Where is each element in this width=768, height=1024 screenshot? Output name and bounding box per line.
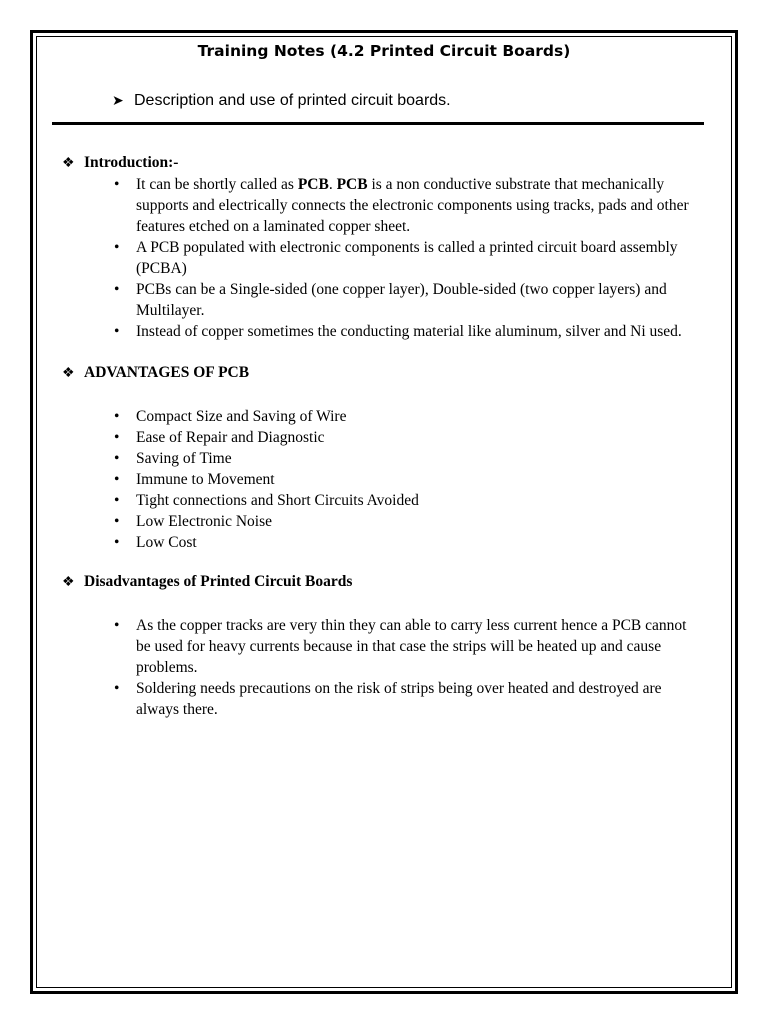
section-heading [62,571,692,593]
bullet-icon: • [114,176,120,193]
bullet-icon: • [114,513,120,530]
list-item-text: Ease of Repair and Diagnostic [136,429,325,446]
list-item [62,511,692,532]
list-item-text: Tight connections and Short Circuits Avoided [136,492,419,509]
list-item-text: Low Electronic Noise [136,513,273,530]
header-divider [52,122,704,125]
section-heading-text: Introduction:- [84,154,179,171]
section-heading-text: Disadvantages of Printed Circuit Boards [84,573,353,590]
list-item [62,427,692,448]
document-body [62,152,692,720]
subtitle-line [112,92,451,110]
bullet-icon: • [114,492,120,509]
bullet-list [62,406,692,553]
list-item-text: . [328,176,337,193]
list-item-text: Instead of copper sometimes the conducting material like aluminum, silver and Ni used. [136,323,682,340]
bullet-icon: • [114,534,120,551]
bullet-icon: • [114,471,120,488]
list-item-text: is a non conductive substrate that mechanically supports and electrically connects the electronic components using tracks, pads and other features etched on a laminated copper sheet. [136,176,689,235]
bullet-icon: • [114,450,120,467]
list-item [62,469,692,490]
bullet-icon: • [114,429,120,446]
list-item [62,237,692,279]
arrow-bullet-icon: ➤ [112,92,124,108]
page-title: Training Notes (4.2 Printed Circuit Boards) [197,42,571,60]
diamond-bullet-icon: ❖ [62,366,75,381]
list-item [62,615,692,678]
list-item-text: A PCB populated with electronic components is called a printed circuit board assembly (PCBA) [136,239,678,277]
list-item [62,279,692,321]
bullet-icon: • [114,239,120,256]
section-heading [62,362,692,384]
list-item [62,448,692,469]
list-item-text: Soldering needs precautions on the risk of strips being over heated and destroyed are always there. [136,680,662,718]
list-item-text: Compact Size and Saving of Wire [136,408,347,425]
list-item [62,174,692,237]
diamond-bullet-icon: ❖ [62,156,75,171]
bullet-list [62,615,692,720]
section-disadvantages [62,571,692,720]
bold-term: PCB [297,176,329,193]
subtitle-text: Description and use of printed circuit boards. [134,92,451,109]
list-item-text: As the copper tracks are very thin they can able to carry less current hence a PCB cannot be used for heavy currents because in that case the strips will be heated up and cause problems. [136,617,687,676]
list-item-text: Low Cost [136,534,197,551]
bold-term: PCB [336,176,368,193]
list-item [62,321,692,342]
list-item-text: It can be shortly called as [136,176,298,193]
section-introduction [62,152,692,342]
list-item-text: PCBs can be a Single-sided (one copper layer), Double-sided (two copper layers) and Multilayer. [136,281,667,319]
diamond-bullet-icon: ❖ [62,575,75,590]
bullet-icon: • [114,680,120,697]
list-item-text: Saving of Time [136,450,232,467]
list-item [62,532,692,553]
bullet-icon: • [114,323,120,340]
list-item [62,678,692,720]
list-item [62,406,692,427]
section-advantages [62,362,692,553]
list-item [62,490,692,511]
bullet-list [62,174,692,342]
list-item-text: Immune to Movement [136,471,275,488]
bullet-icon: • [114,281,120,298]
section-heading-text: ADVANTAGES OF PCB [84,364,250,381]
bullet-icon: • [114,408,120,425]
bullet-icon: • [114,617,120,634]
section-heading [62,152,692,174]
